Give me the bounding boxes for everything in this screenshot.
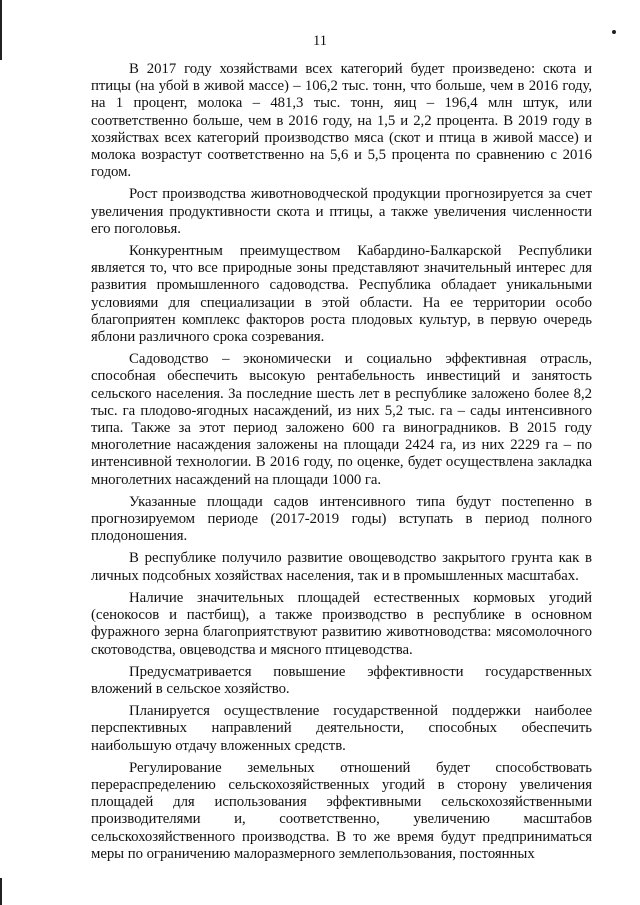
paragraph-forage-lands: Наличие значительных площадей естественных кормовых угодий (сенокосов и пастбищ), а также производство в республике в основном фуражного зерна благоприятствуют развитию животноводства: мясомолочного скотоводства, овцеводства и мясного птицеводства.: [91, 589, 592, 658]
paragraph-state-investment: Предусматривается повышение эффективности государственных вложений в сельское хозяйство.: [91, 663, 592, 697]
page-number: 11: [313, 33, 327, 49]
paragraph-livestock-growth: Рост производства животноводческой продукции прогнозируется за счет увеличения продуктивности скота и птицы, а также увеличения численности его поголовья.: [91, 186, 592, 237]
paragraph-production-2017: В 2017 году хозяйствами всех категорий будет произведено: скота и птицы (на убой в живой массе) – 106,2 тыс. тонн, что больше, чем в 2016 году, на 1 процент, молока – 481,3 тыс. тонн, яиц – 196,4 млн штук, или соответственно больше, чем в 2016 году, на 1,5 и 2,2 процента. В 2019 году в хозяйствах всех категорий производство мяса (скот и птица в живой массе) и молока возрастут соответственно на 5,6 и 5,5 процента по сравнению с 2016 годом.: [91, 61, 592, 181]
paragraph-greenhouse-vegetables: В республике получило развитие овощеводство закрытого грунта как в личных подсобных хозяйствах населения, так и в промышленных масштабах.: [91, 550, 592, 584]
paragraph-state-support: Планируется осуществление государственной поддержки наиболее перспективных направлений деятельности, способных обеспечить наибольшую отдачу вложенных средств.: [91, 703, 592, 754]
paragraph-horticulture: Садоводство – экономически и социально эффективная отрасль, способная обеспечить высокую рентабельность инвестиций и занятость сельского населения. За последние шесть лет в республике заложено более 8,2 тыс. га плодово-ягодных насаждений, из них 5,2 тыс. га – сады интенсивного типа. Также за этот период заложено 600 га виноградников. В 2015 году многолетние насаждения заложены на площади 2424 га, из них 2229 га – по интенсивной технологии. В 2016 году, по оценке, будет осуществлена закладка многолетних насаждений на площади 1000 га.: [91, 351, 592, 488]
scan-edge-mark-bottom: [0, 878, 2, 905]
paragraph-competitive-advantage: Конкурентным преимуществом Кабардино-Балкарской Республики является то, что все природные зоны представляют значительный интерес для развития промышленного садоводства. Республика обладает уникальными условиями для специализации в этой области. На ее территории особо благоприятен комплекс факторов роста плодовых культур, в первую очередь яблони различного срока созревания.: [91, 243, 592, 346]
paragraph-intensive-gardens: Указанные площади садов интенсивного типа будут постепенно в прогнозируемом периоде (2017-2019 годы) вступать в период полного плодоношения.: [91, 493, 592, 545]
paragraph-land-regulation: Регулирование земельных отношений будет способствовать перераспределению сельскохозяйственных угодий в сторону увеличения площадей для использования эффективными сельскохозяйственными производителями и, соответственно, увеличению масштабов сельскохозяйственного производства. В то же время будут предприниматься меры по ограничению малоразмерного землепользования, постоянных: [91, 759, 592, 862]
document-body: [91, 61, 592, 868]
scan-edge-mark-top: [0, 0, 2, 60]
